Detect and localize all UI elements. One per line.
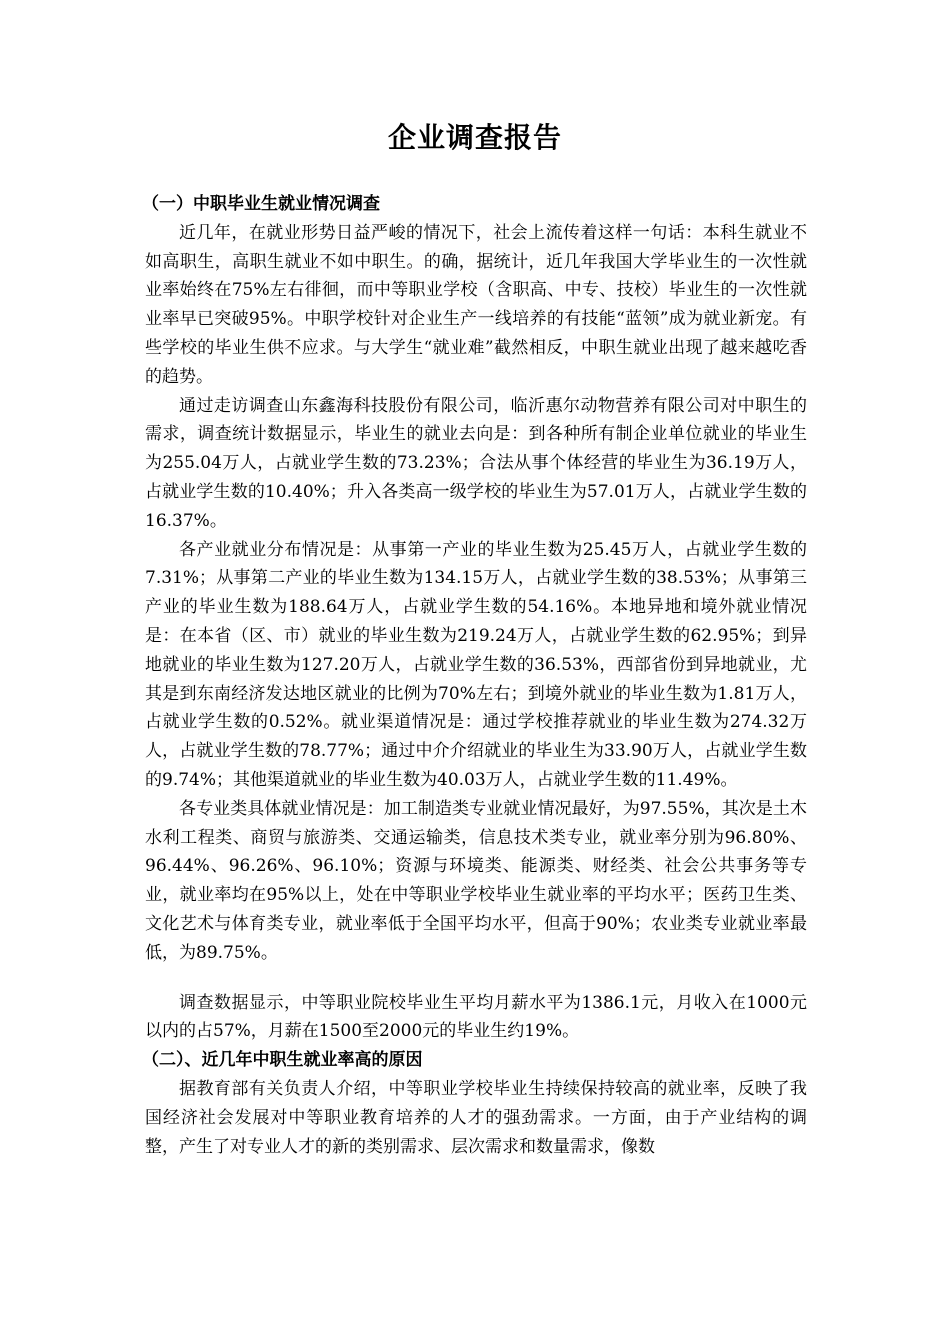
paragraph-6: 据教育部有关负责人介绍，中等职业学校毕业生持续保持较高的就业率，反映了我国经济社会发展对中等职业教育培养的人才的强劲需求。一方面，由于产业结构的调整，产生了对专业人才的新的类别需求、层次需求和数量需求，像数 xyxy=(145,1078,807,1157)
section-heading-2: （二）、近几年中职生就业率高的原因 xyxy=(142,1050,423,1071)
paragraph-3: 各产业就业分布情况是：从事第一产业的毕业生数为25.45万人，占就业学生数的7.31%；从事第二产业的毕业生数为134.15万人，占就业学生数的38.53%；从事第三产业的毕业生数为188.64万人，占就业学生数的54.16%。本地异地和境外就业情况是：在本省（区、市）就业的毕业生数为219.24万人，占就业学生数的62.95%；到异地就业的毕业生数为127.20万人，占就业学生数的36.53%，西部省份到异地就业，尤其是到东南经济发达地区就业的比例为70%左右；到境外就业的毕业生数为1.81万人，占就业学生数的0.52%。就业渠道情况是：通过学校推荐就业的毕业生数为274.32万人，占就业学生数的78.77%；通过中介介绍就业的毕业生为33.90万人，占就业学生数的9.74%；其他渠道就业的毕业生数为40.03万人，占就业学生数的11.49%。 xyxy=(145,539,807,790)
paragraph-gap xyxy=(145,968,807,989)
document-body xyxy=(142,190,807,1161)
paragraph-4: 各专业类具体就业情况是：加工制造类专业就业情况最好，为97.55%，其次是土木水利工程类、商贸与旅游类、交通运输类，信息技术类专业，就业率分别为96.80%、96.44%、96.26%、96.10%；资源与环境类、能源类、财经类、社会公共事务等专业，就业率均在95%以上，处在中等职业学校毕业生就业率的平均水平；医药卫生类、文化艺术与体育类专业，就业率低于全国平均水平，但高于90%；农业类专业就业率最低，为89.75%。 xyxy=(145,798,807,963)
section-heading-1: （一）中职毕业生就业情况调查 xyxy=(142,194,380,214)
paragraph-2: 通过走访调查山东鑫海科技股份有限公司，临沂惠尔动物营养有限公司对中职生的需求，调查统计数据显示，毕业生的就业去向是：到各种所有制企业单位就业的毕业生为255.04万人，占就业学生数的73.23%；合法从事个体经营的毕业生为36.19万人，占就业学生数的10.40%；升入各类高一级学校的毕业生为57.01万人，占就业学生数的16.37%。 xyxy=(145,395,807,531)
paragraph-5: 调查数据显示，中等职业院校毕业生平均月薪水平为1386.1元，月收入在1000元以内的占57%，月薪在1500至2000元的毕业生约19%。 xyxy=(145,992,807,1042)
paragraph-1: 近几年，在就业形势日益严峻的情况下，社会上流传着这样一句话：本科生就业不如高职生，高职生就业不如中职生。的确，据统计，近几年我国大学毕业生的一次性就业率始终在75%左右徘徊，而中等职业学校（含职高、中专、技校）毕业生的一次性就业率早已突破95%。中职学校针对企业生产一线培养的有技能“蓝领”成为就业新宠。有些学校的毕业生供不应求。与大学生“就业难”截然相反，中职生就业出现了越来越吃香的趋势。 xyxy=(145,222,807,387)
document-title: 企业调查报告 xyxy=(387,121,562,154)
